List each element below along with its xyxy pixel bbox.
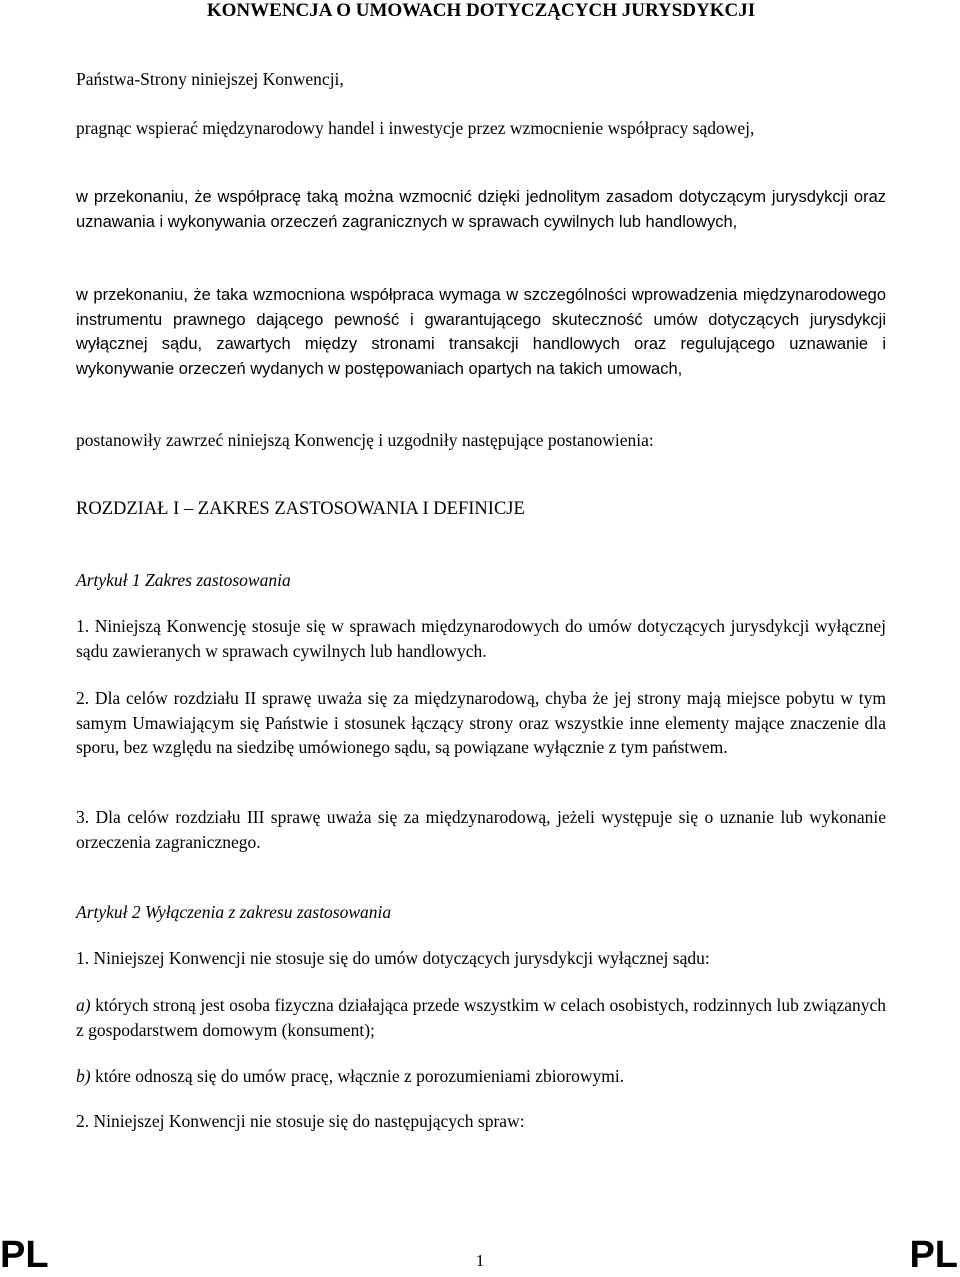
item-b-text: które odnoszą się do umów pracę, włącznie z porozumieniami zbiorowymi.	[94, 1066, 625, 1086]
article-2-paragraph-2: 2. Niniejszej Konwencji nie stosuje się do następujących spraw:	[76, 1111, 525, 1131]
item-b-label: b)	[76, 1066, 91, 1086]
chapter-heading: ROZDZIAŁ I – ZAKRES ZASTOSOWANIA I DEFINICJE	[76, 499, 525, 519]
preamble-paragraph-agreed: postanowiły zawrzeć niniejszą Konwencję i uzgodniły następujące postanowienia:	[76, 430, 654, 450]
preamble-paragraph-trade: pragnąc wspierać międzynarodowy handel i inwestycje przez wzmocnienie współpracy sądowej,	[76, 118, 755, 138]
page-number: 1	[475, 1251, 485, 1270]
article-2-item-a	[76, 993, 886, 1042]
item-a-text: których stroną jest osoba fizyczna działająca przede wszystkim w celach osobistych, rodzinnych lub związanych z gospodarstwem domowym (konsument);	[76, 995, 886, 1040]
article-1-paragraph-1: 1. Niniejszą Konwencję stosuje się w sprawach międzynarodowych do umów dotyczących jurysdykcji wyłącznej sądu zawieranych w sprawach cywilnych lub handlowych.	[76, 616, 886, 661]
preamble-intro: Państwa-Strony niniejszej Konwencji,	[76, 69, 344, 89]
item-a-label: a)	[76, 995, 91, 1015]
article-2-item-b	[76, 1064, 886, 1089]
article-2-heading: Artykuł 2 Wyłączenia z zakresu zastosowania	[76, 902, 392, 922]
document-title: KONWENCJA O UMOWACH DOTYCZĄCYCH JURYSDYKCJI	[206, 0, 756, 21]
footer-language-label-left: PL	[0, 1234, 49, 1276]
article-2-paragraph-1: 1. Niniejszej Konwencji nie stosuje się do umów dotyczących jurysdykcji wyłącznej sądu:	[76, 948, 710, 968]
preamble-paragraph-cooperation: w przekonaniu, że współpracę taką można wzmocnić dzięki jednolitym zasadom dotyczącym jurysdykcji oraz uznawania i wykonywania orzeczeń zagranicznych w sprawach cywilnych lub handlowych,	[76, 188, 886, 231]
article-1-paragraph-3: 3. Dla celów rozdziału III sprawę uważa się za międzynarodową, jeżeli występuje się o uznanie lub wykonanie orzeczenia zagranicznego.	[76, 807, 886, 852]
article-1-heading: Artykuł 1 Zakres zastosowania	[76, 570, 291, 590]
footer-language-label-right: PL	[909, 1234, 958, 1276]
article-1-paragraph-2: 2. Dla celów rozdziału II sprawę uważa się za międzynarodową, chyba że jej strony mają miejsce pobytu w tym samym Umawiającym się Państwie i stosunek łączący strony oraz wszystkie inne elementy mające znaczenie dla sporu, bez względu na siedzibę umówionego sądu, są powiązane wyłącznie z tym państwem.	[76, 688, 886, 757]
preamble-paragraph-instrument: w przekonaniu, że taka wzmocniona współpraca wymaga w szczególności wprowadzenia międzynarodowego instrumentu prawnego dającego pewność i gwarantującego skuteczność umów dotyczących jurysdykcji wyłącznej sądu, zawartych między stronami transakcji handlowych oraz regulującego uznawanie i wykonywanie orzeczeń wydanych w postępowaniach opartych na takich umowach,	[76, 286, 886, 378]
